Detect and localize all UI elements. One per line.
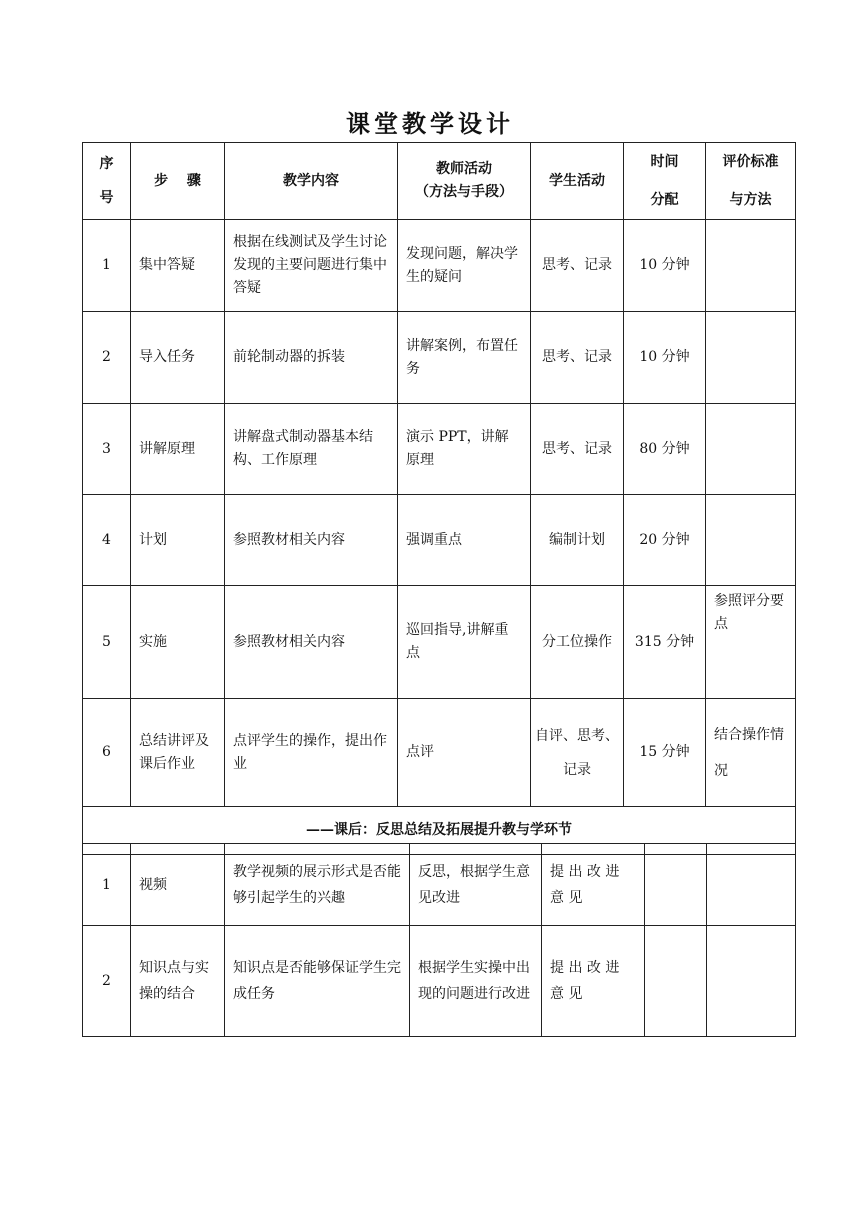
row-teacher: 点评 [398,699,531,807]
row-number: 2 [83,926,131,1037]
table-row [83,495,796,586]
header-student: 学生活动 [531,143,624,220]
row-number: 2 [83,312,131,404]
row-teacher: 强调重点 [398,495,531,586]
row-eval [706,220,796,312]
row-action: 根据学生实操中出现的问题进行改进 [410,926,542,1037]
teaching-design-table [82,142,796,855]
row-step: 讲解原理 [131,404,225,495]
row-teacher: 巡回指导,讲解重点 [398,586,531,699]
row-content: 根据在线测试及学生讨论发现的主要问题进行集中答疑 [225,220,398,312]
row-time: 80 分钟 [624,404,706,495]
row-time: 10 分钟 [624,220,706,312]
row-student: 自评、思考、记录 [531,699,624,807]
table-row [83,844,796,926]
row-eval [706,312,796,404]
row-problem: 教学视频的展示形式是否能够引起学生的兴趣 [225,844,410,926]
row-action: 反思，根据学生意见改进 [410,844,542,926]
row-teacher: 讲解案例，布置任务 [398,312,531,404]
page-title: 课堂教学设计 [346,109,514,138]
table-row [83,220,796,312]
row-item: 知识点与实操的结合 [131,926,225,1037]
row-number: 3 [83,404,131,495]
row-blank [707,844,796,926]
row-step: 集中答疑 [131,220,225,312]
table-row [83,586,796,699]
row-student: 编制计划 [531,495,624,586]
row-step: 导入任务 [131,312,225,404]
header-time: 时间 分配 [624,143,706,220]
row-student: 思考、记录 [531,312,624,404]
row-result: 提 出 改 进 意 见 [542,926,645,1037]
header-content: 教学内容 [225,143,398,220]
row-content: 参照教材相关内容 [225,586,398,699]
row-blank [645,844,707,926]
table-row [83,404,796,495]
header-step: 步 骤 [131,143,225,220]
row-result: 提 出 改 进 意 见 [542,844,645,926]
table-row [83,926,796,1037]
header-row [83,143,796,220]
row-content: 参照教材相关内容 [225,495,398,586]
row-step: 实施 [131,586,225,699]
row-blank [645,926,707,1037]
header-eval: 评价标准 与方法 [706,143,796,220]
row-number: 6 [83,699,131,807]
after-class-table [82,843,796,1037]
row-student: 思考、记录 [531,220,624,312]
row-teacher: 演示 PPT，讲解原理 [398,404,531,495]
row-time: 10 分钟 [624,312,706,404]
row-eval [706,495,796,586]
row-number: 5 [83,586,131,699]
row-content: 前轮制动器的拆装 [225,312,398,404]
row-student: 分工位操作 [531,586,624,699]
row-number: 1 [83,220,131,312]
row-time: 315 分钟 [624,586,706,699]
row-number: 4 [83,495,131,586]
row-number: 1 [83,844,131,926]
row-content: 点评学生的操作，提出作业 [225,699,398,807]
row-time: 15 分钟 [624,699,706,807]
header-seq: 序 号 [83,143,131,220]
section-band: ——课后：反思总结及拓展提升教与学环节 [83,807,796,855]
row-eval: 结合操作情况 [706,699,796,807]
row-content: 讲解盘式制动器基本结构、工作原理 [225,404,398,495]
table-row [83,312,796,404]
row-eval: 参照评分要点 [706,586,796,699]
row-step: 计划 [131,495,225,586]
row-problem: 知识点是否能够保证学生完成任务 [225,926,410,1037]
row-eval [706,404,796,495]
row-item: 视频 [131,844,225,926]
row-blank [707,926,796,1037]
header-teacher: 教师活动 （方法与手段） [398,143,531,220]
row-teacher: 发现问题，解决学生的疑问 [398,220,531,312]
row-step: 总结讲评及课后作业 [131,699,225,807]
row-student: 思考、记录 [531,404,624,495]
row-time: 20 分钟 [624,495,706,586]
table-row [83,699,796,807]
